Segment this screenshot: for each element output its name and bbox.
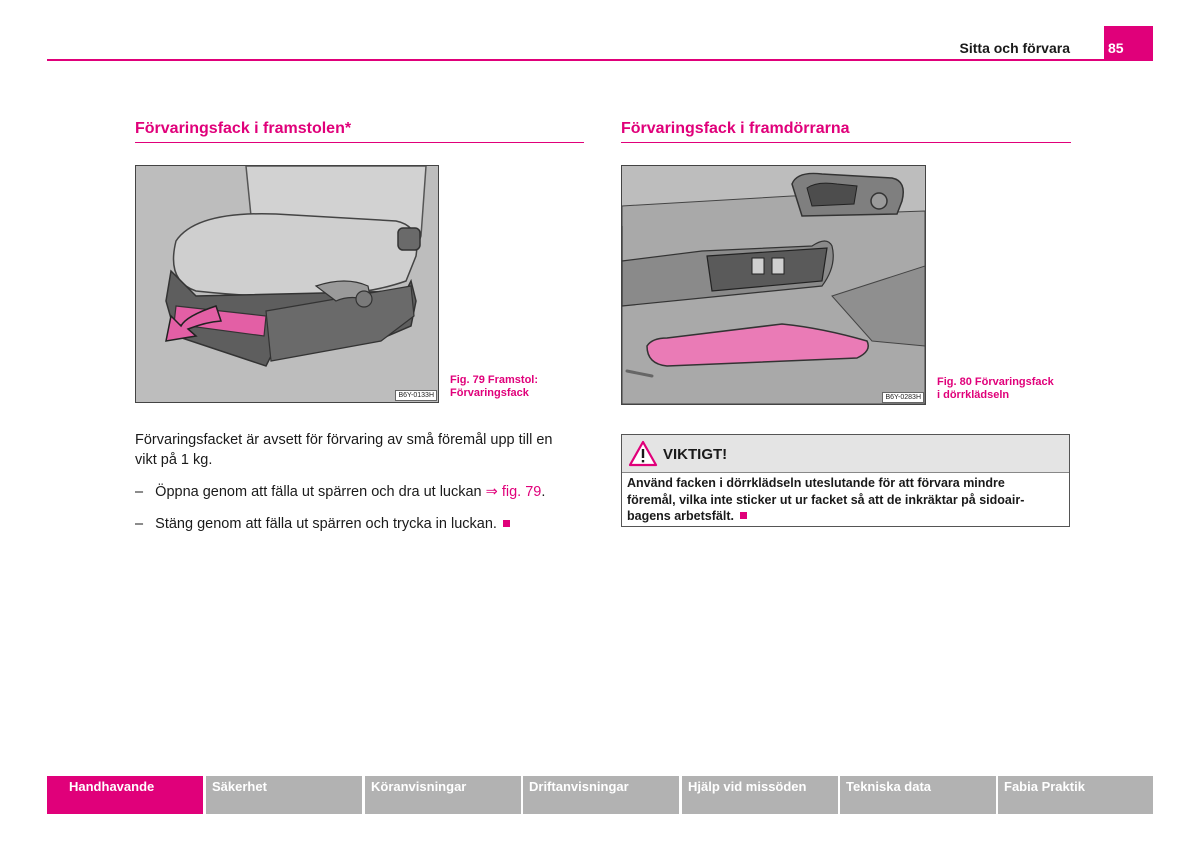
chapter-title: Sitta och förvara: [959, 40, 1070, 56]
intro-line-2: vikt på 1 kg.: [135, 452, 213, 468]
figure-caption-80-line1: Fig. 80 Förvaringsfack: [937, 376, 1054, 388]
section-rule-door: [621, 142, 1071, 143]
figure-reference-link[interactable]: ⇒ fig. 79: [485, 484, 542, 500]
end-marker: [740, 512, 747, 519]
tab-fabia-praktik[interactable]: Fabia Praktik: [998, 776, 1153, 814]
bullet-period: .: [541, 484, 546, 500]
tab-tekniska-data[interactable]: Tekniska data: [840, 776, 996, 814]
bullet-text-open: Öppna genom att fälla ut spärren och dra ut luckan: [155, 484, 482, 500]
section-heading-seat: Förvaringsfack i framstolen*: [135, 120, 352, 137]
figure-caption-80-line2: i dörrklädseln: [937, 389, 1010, 401]
figure-door-storage: [621, 165, 926, 405]
tab-handhavande[interactable]: Handhavande: [47, 776, 203, 814]
warning-title: VIKTIGT!: [663, 446, 728, 463]
figure-caption-79: [450, 374, 538, 400]
page-number: 85: [1108, 40, 1124, 56]
figure-caption-79-line1: Fig. 79 Framstol:: [450, 374, 539, 386]
bullet-dash: –: [135, 516, 144, 532]
figure-caption-80: [937, 376, 1054, 402]
seat-illustration: [136, 166, 438, 402]
section-rule-seat: [135, 142, 584, 143]
warning-line-3: bagens arbetsfält.: [627, 509, 734, 523]
end-marker: [503, 520, 510, 527]
warning-text: [627, 475, 1067, 525]
header-rule: [47, 59, 1153, 61]
figure-code-79: B6Y-0133H: [395, 390, 437, 401]
bullet-dash: –: [135, 484, 144, 500]
bullet-text-close: Stäng genom att fälla ut spärren och trycka in luckan.: [155, 516, 497, 532]
tab-hjalp-vid-missoden[interactable]: Hjälp vid missöden: [682, 776, 838, 814]
list-item: [135, 514, 605, 534]
list-item: [135, 482, 605, 502]
tab-driftanvisningar[interactable]: Driftanvisningar: [523, 776, 679, 814]
warning-line-1: Använd facken i dörrklädseln uteslutande för att förvara mindre: [627, 476, 1005, 490]
tab-koranvisningar[interactable]: Köranvisningar: [365, 776, 521, 814]
section-heading-door: Förvaringsfack i framdörrarna: [621, 120, 850, 137]
warning-header: [622, 435, 1069, 473]
figure-seat-storage: [135, 165, 439, 403]
warning-triangle-icon: [628, 440, 658, 467]
warning-box: [621, 434, 1070, 527]
tab-sakerhet[interactable]: Säkerhet: [206, 776, 362, 814]
intro-line-1: Förvaringsfacket är avsett för förvaring av små föremål upp till en: [135, 432, 553, 448]
figure-caption-79-line2: Förvaringsfack: [450, 387, 529, 399]
door-illustration: [622, 166, 925, 404]
figure-code-80: B6Y-0283H: [882, 392, 924, 403]
intro-paragraph: [135, 430, 595, 470]
warning-line-3-wrap: [627, 508, 1067, 525]
warning-line-2: föremål, vilka inte sticker ut ur facket så att de inkräktar på sidoair-: [627, 492, 1025, 507]
